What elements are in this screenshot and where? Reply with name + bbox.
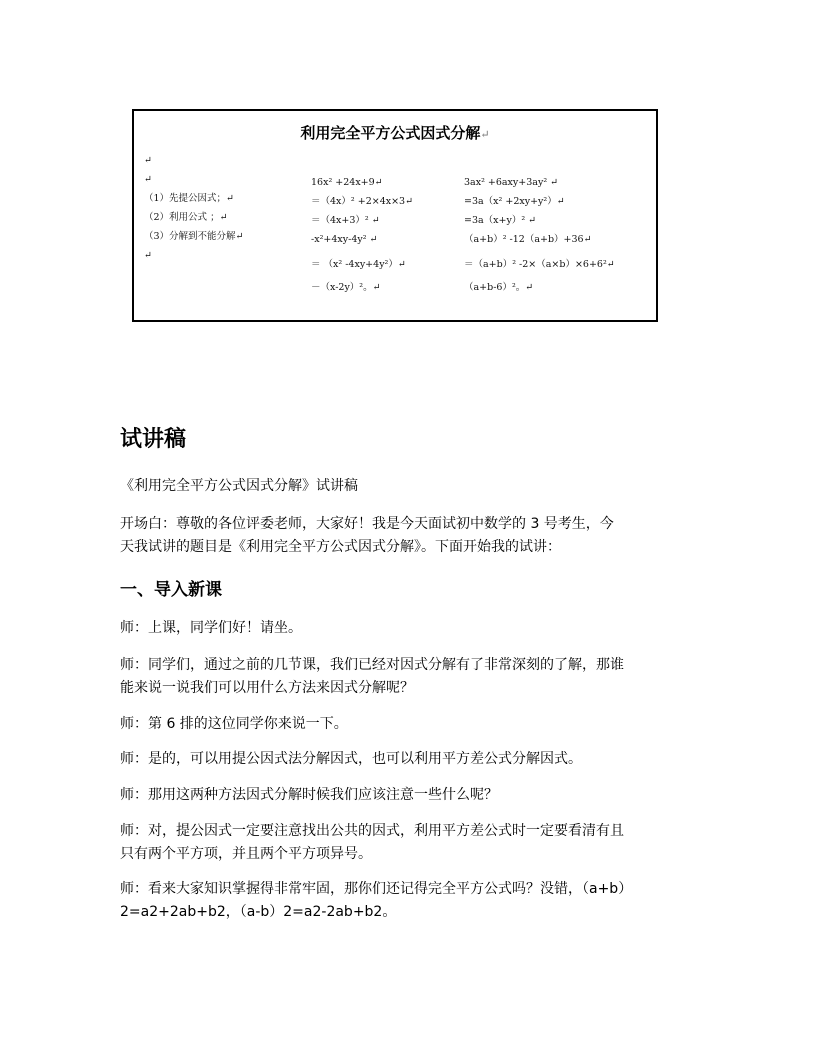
board-formula-line: 3ax² +6axy+3ay² ↵ (464, 177, 559, 188)
board-step: ↵ (144, 174, 152, 185)
board-formula-line: 16x² +24x+9↵ (311, 177, 383, 188)
paragraph-line: 师：同学们，通过之前的几节课，我们已经对因式分解有了非常深刻的了解，那谁 (120, 657, 624, 673)
board-step: （1）先提公因式；↵ (144, 193, 235, 204)
paragraph (120, 820, 700, 866)
board-formula-line: =3a（x² +2xy+y²）↵ (464, 196, 565, 207)
board-formula-line: －（x-2y）²。↵ (311, 282, 381, 293)
board-step: ↵ (144, 155, 152, 166)
board-formula-line: （a+b）² -12（a+b）+36↵ (464, 234, 592, 245)
board-formula-line: -x²+4xy-4y² ↵ (311, 234, 378, 245)
board-formula-line: =3a（x+y）² ↵ (464, 215, 537, 226)
board-formula-line: （a+b-6）²。↵ (464, 282, 534, 293)
board-title (134, 122, 656, 143)
board-title-text: 利用完全平方公式因式分解 (300, 124, 481, 142)
opening-paragraph (120, 513, 700, 559)
paragraph: 师：第 6 排的这位同学你来说一下。 (120, 716, 348, 732)
document-subtitle: 《利用完全平方公式因式分解》试讲稿 (120, 478, 358, 494)
paragraph: 师：上课，同学们好！请坐。 (120, 620, 302, 636)
section-heading-intro: 一、导入新课 (120, 580, 222, 600)
board-formula-line: ＝ （x² -4xy+4y²）↵ (311, 259, 406, 270)
opening-line: 天我试讲的题目是《利用完全平方公式因式分解》。下面开始我的试讲： (120, 539, 561, 555)
formula-board-image (132, 109, 658, 322)
paragraph (120, 654, 700, 700)
document-heading: 试讲稿 (120, 427, 187, 452)
paragraph-line: 师：看来大家知识掌握得非常牢固，那你们还记得完全平方公式吗？没错，（a+b） (120, 881, 633, 897)
board-example-column-2 (464, 173, 615, 297)
paragraph: 师：那用这两种方法因式分解时候我们应该注意一些什么呢？ (120, 787, 498, 803)
opening-line: 开场白：尊敬的各位评委老师，大家好！我是今天面试初中数学的 3 号考生，今 (120, 516, 614, 532)
board-step: ↵ (144, 250, 152, 261)
board-formula-line: ＝（a+b）² -2×（a×b）×6+6²↵ (464, 259, 615, 270)
paragraph-line: 2=a2+2ab+b2，（a-b）2=a2-2ab+b2。 (120, 904, 397, 920)
board-formula-line: ＝（4x+3）² ↵ (311, 215, 380, 226)
paragraph (120, 878, 700, 924)
board-steps (144, 151, 244, 265)
paragraph-mark-icon: ↵ (480, 128, 490, 141)
paragraph: 师：是的，可以用提公因式法分解因式，也可以利用平方差公式分解因式。 (120, 751, 582, 767)
board-example-column-1 (311, 173, 413, 297)
board-step: （3）分解到不能分解↵ (144, 231, 244, 242)
paragraph-line: 能来说一说我们可以用什么方法来因式分解呢？ (120, 680, 414, 696)
paragraph-line: 师：对，提公因式一定要注意找出公共的因式，利用平方差公式时一定要看清有且 (120, 823, 624, 839)
board-step: （2）利用公式 ；↵ (144, 212, 228, 223)
paragraph-line: 只有两个平方项，并且两个平方项异号。 (120, 846, 372, 862)
board-formula-line: ＝（4x）² +2×4x×3↵ (311, 196, 414, 207)
